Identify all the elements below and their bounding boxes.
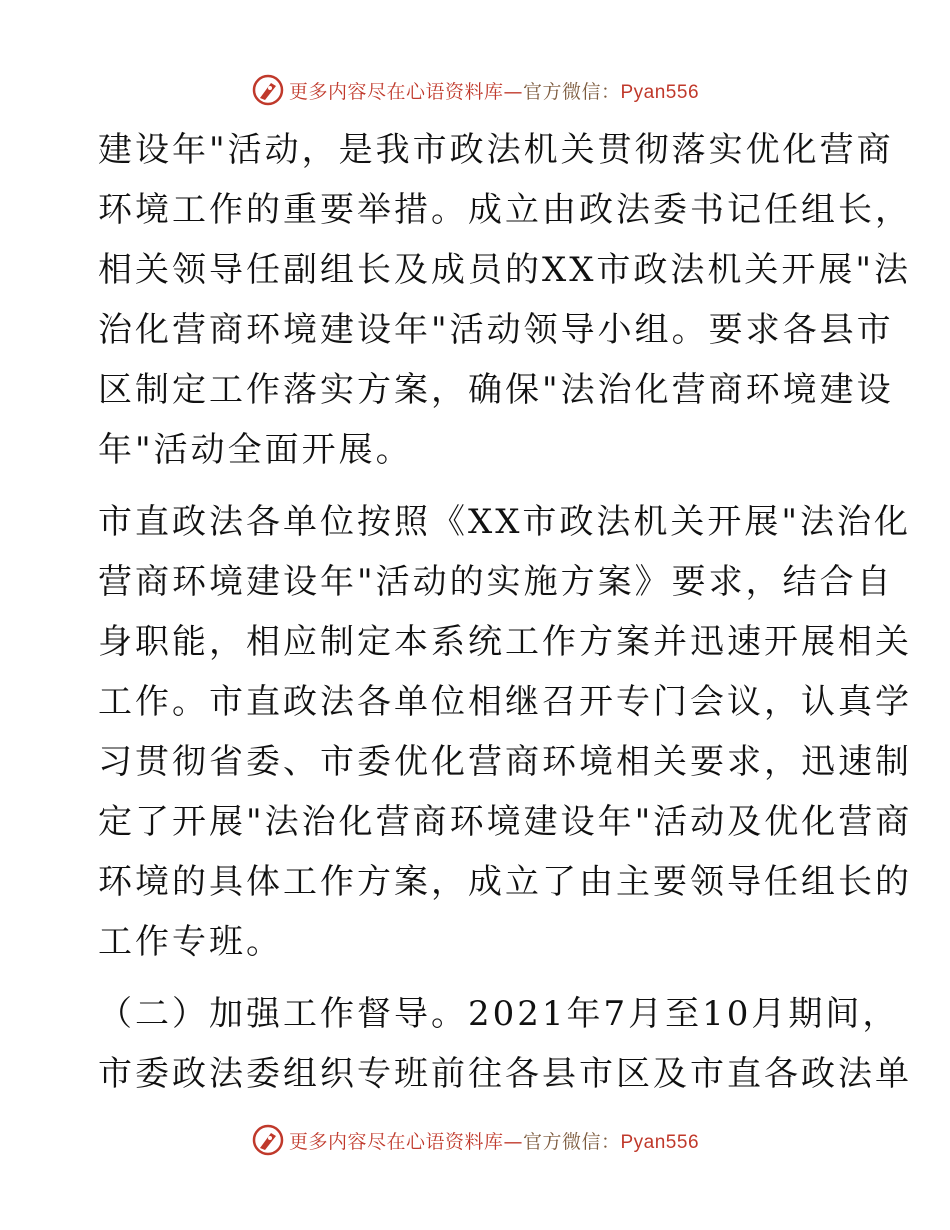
text-line: 建设年"活动，是我市政法机关贯彻落实优化营商 <box>98 130 894 170</box>
text-line: 环境工作的重要举措。成立由政法委书记任组长， <box>98 190 912 230</box>
text-line: 市委政法委组织专班前往各县市区及市直各政法单 <box>98 1054 912 1094</box>
pen-nib-icon <box>251 1123 285 1157</box>
paragraph-1 <box>98 120 912 480</box>
pen-nib-icon <box>251 73 285 107</box>
text-line: 身职能，相应制定本系统工作方案并迅速开展相关 <box>98 622 912 662</box>
text-line: 工作专班。 <box>98 922 283 962</box>
text-line: 年"活动全面开展。 <box>98 430 413 470</box>
document-body <box>98 120 913 1104</box>
text-line: （二）加强工作督导。2021年7月至10月期间， <box>98 994 900 1034</box>
text-line: 工作。市直政法各单位相继召开专门会议，认真学 <box>98 682 912 722</box>
paragraph-3 <box>98 984 912 1104</box>
text-line: 营商环境建设年"活动的实施方案》要求，结合自 <box>98 562 894 602</box>
header-watermark-banner <box>0 70 950 110</box>
text-line: 环境的具体工作方案，成立了由主要领导任组长的 <box>98 862 912 902</box>
text-line: 治化营商环境建设年"活动领导小组。要求各县市 <box>98 310 894 350</box>
text-line: 区制定工作落实方案，确保"法治化营商环境建设 <box>98 370 894 410</box>
watermark-text: 更多内容尽在心语资料库—官方微信：Pyan556 <box>288 80 700 103</box>
text-line: 习贯彻省委、市委优化营商环境相关要求，迅速制 <box>98 742 912 782</box>
watermark-text: 更多内容尽在心语资料库—官方微信：Pyan556 <box>288 1130 700 1153</box>
footer-watermark-banner <box>0 1120 950 1160</box>
text-line: 定了开展"法治化营商环境建设年"活动及优化营商 <box>98 802 913 842</box>
paragraph-2 <box>98 492 913 972</box>
text-line: 市直政法各单位按照《XX市政法机关开展"法治化 <box>98 502 912 542</box>
text-line: 相关领导任副组长及成员的XX市政法机关开展"法 <box>98 250 912 290</box>
